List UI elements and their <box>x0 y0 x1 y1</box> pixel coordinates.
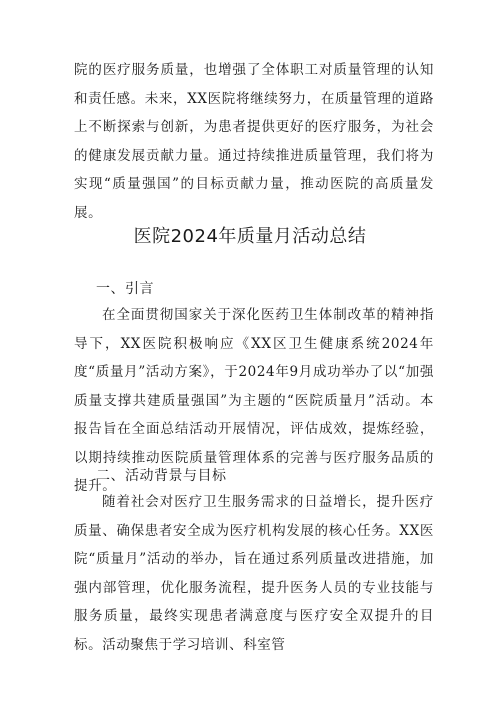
section-paragraph-introduction: 在全面贯彻国家关于深化医药卫生体制改革的精神指导下，XX医院积极响应《XX区卫生健康系统2024年度“质量月”活动方案》，于2024年9月成功举办了以“加强质量支撑共建质量强国”为主题的“医院质量月”活动。本报告旨在全面总结活动开展情况，评估成效，提炼经验，以期持续推动医院质量管理体系的完善与医疗服务品质的提升。 <box>74 307 434 494</box>
document-title: 医院2024年质量月活动总结 <box>133 226 367 247</box>
section-paragraph-background: 随着社会对医疗卫生服务需求的日益增长，提升医疗质量、确保患者安全成为医疗机构发展的核心任务。XX医院“质量月”活动的举办，旨在通过系列质量改进措施，加强内部管理，优化服务流程，提升医务人员的专业技能与服务质量，最终实现患者满意度与医疗安全双提升的目标。活动聚焦于学习培训、科室管 <box>74 494 434 653</box>
section-heading-background: 二、活动背景与目标 <box>96 468 227 484</box>
continued-paragraph: 院的医疗服务质量，也增强了全体职工对质量管理的认知和责任感。未来，XX医院将继续努力，在质量管理的道路上不断探索与创新，为患者提供更好的医疗服务，为社会的健康发展贡献力量。通过持续推进质量管理，我们将为实现“质量强国”的目标贡献力量，推动医院的高质量发展。 <box>74 62 434 221</box>
section-heading-introduction: 一、引言 <box>96 281 154 297</box>
